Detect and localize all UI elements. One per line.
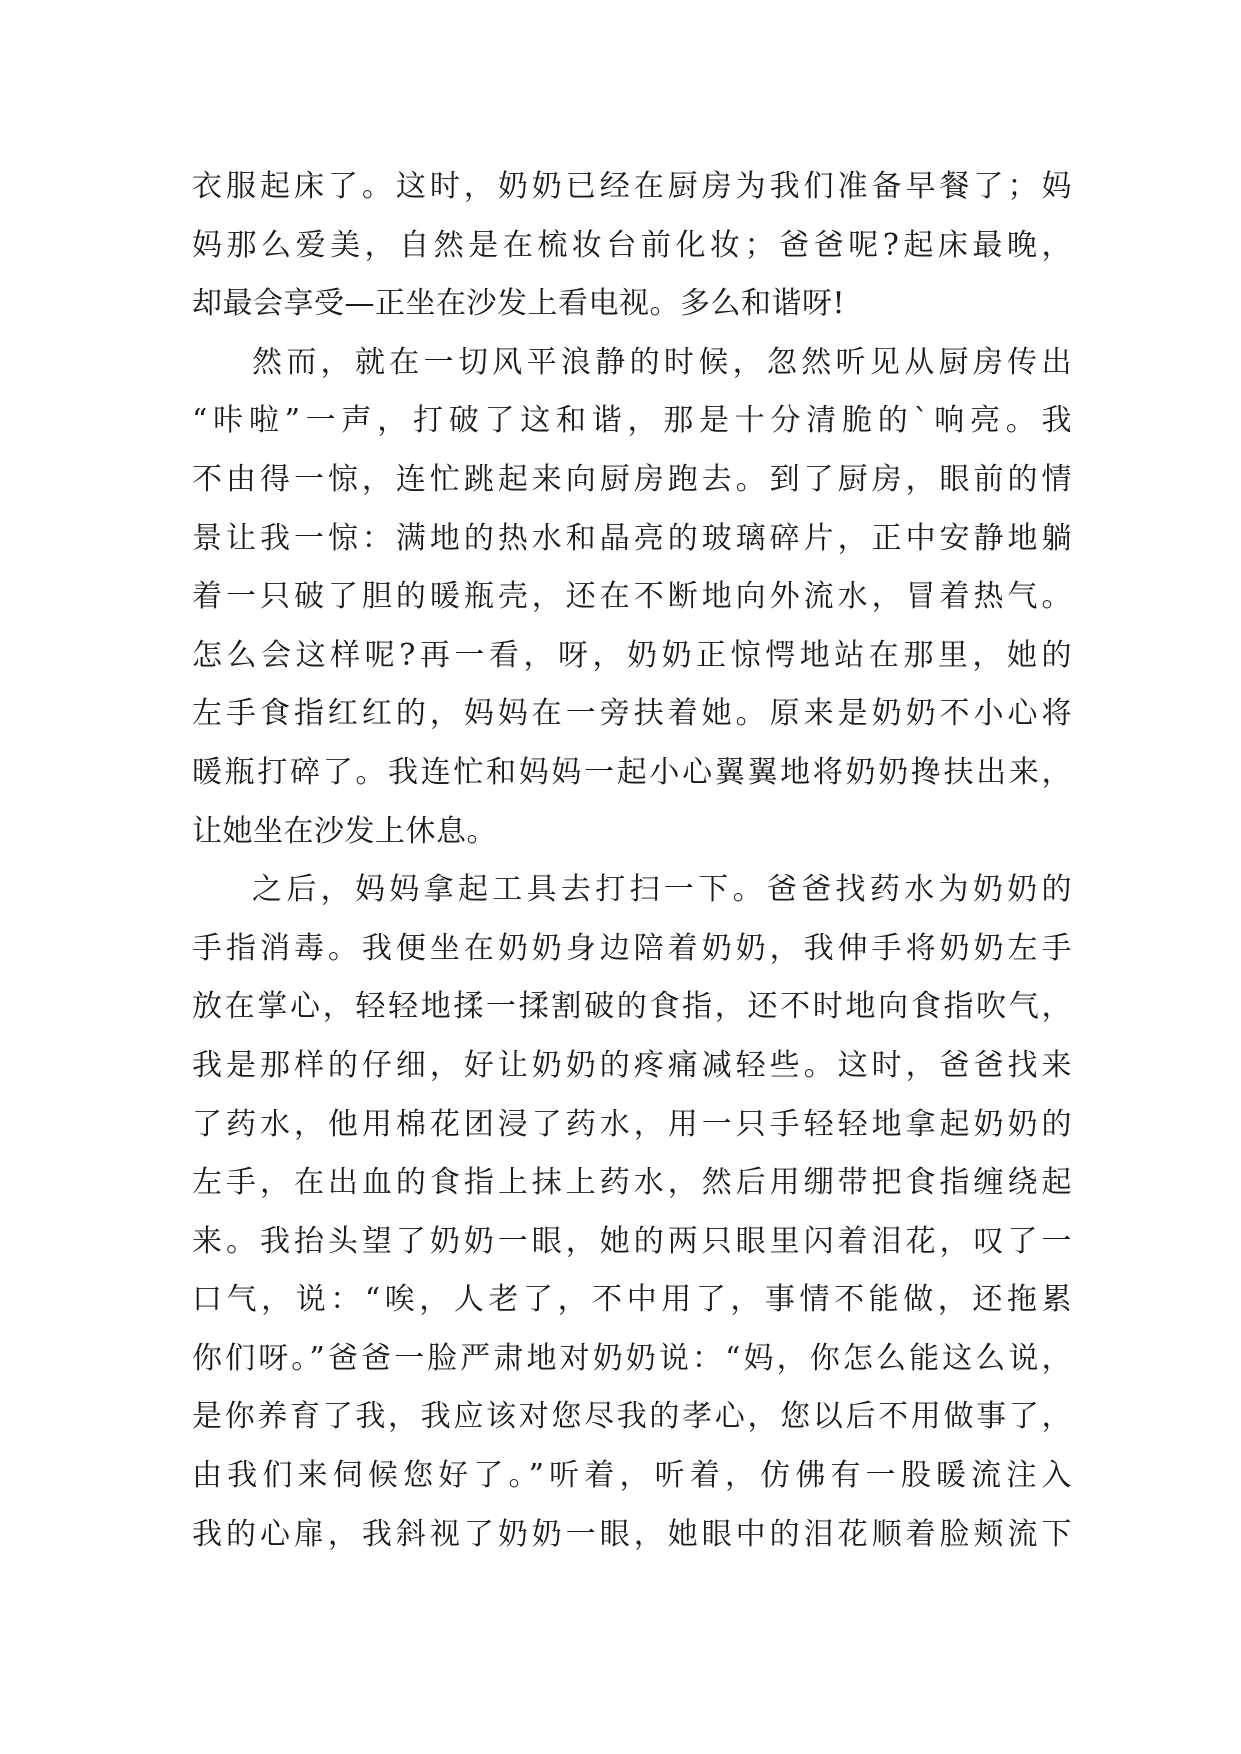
text-line: 来。我抬头望了奶奶一眼，她的两只眼里闪着泪花，叹了一 [192,1223,1072,1259]
text-line: 景让我一惊：满地的热水和晶亮的玻璃碎片，正中安静地躺 [192,520,1072,556]
text-line: 了药水，他用棉花团浸了药水，用一只手轻轻地拿起奶奶的 [192,1106,1072,1142]
text-line: 我的心扉，我斜视了奶奶一眼，她眼中的泪花顺着脸颊流下 [192,1516,1072,1552]
text-line: 由我们来伺候您好了。”听着，听着，仿佛有一股暖流注入 [192,1458,1072,1494]
text-line: 却最会享受—正坐在沙发上看电视。多么和谐呀! [192,286,846,322]
text-line: 口气，说：“唉，人老了，不中用了，事情不能做，还拖累 [192,1282,1072,1318]
text-line: 怎么会这样呢?再一看，呀，奶奶正惊愕地站在那里，她的 [192,637,1072,673]
text-line: 放在掌心，轻轻地揉一揉割破的食指，还不时地向食指吹气， [192,989,1072,1025]
paragraph-first-line: 之后，妈妈拿起工具去打扫一下。爸爸找药水为奶奶的 [252,872,1072,908]
text-line: “咔啦”一声，打破了这和谐，那是十分清脆的`响亮。我 [192,403,1072,439]
text-line: 妈那么爱美，自然是在梳妆台前化妆；爸爸呢?起床最晚， [192,227,1072,263]
text-line: 我是那样的仔细，好让奶奶的疼痛减轻些。这时，爸爸找来 [192,1047,1072,1083]
paragraph-first-line: 然而，就在一切风平浪静的时候，忽然听见从厨房传出 [252,344,1072,380]
text-line: 不由得一惊，连忙跳起来向厨房跑去。到了厨房，眼前的情 [192,461,1072,497]
text-line: 左手食指红红的，妈妈在一旁扶着她。原来是奶奶不小心将 [192,696,1072,732]
essay-body [192,158,1072,1564]
text-line: 让她坐在沙发上休息。 [192,813,497,849]
text-line: 暖瓶打碎了。我连忙和妈妈一起小心翼翼地将奶奶搀扶出来， [192,754,1072,790]
text-line: 左手，在出血的食指上抹上药水，然后用绷带把食指缠绕起 [192,1165,1072,1201]
text-line: 着一只破了胆的暖瓶壳，还在不断地向外流水，冒着热气。 [192,579,1072,615]
text-line: 是你养育了我，我应该对您尽我的孝心，您以后不用做事了， [192,1399,1072,1435]
text-line: 手指消毒。我便坐在奶奶身边陪着奶奶，我伸手将奶奶左手 [192,930,1072,966]
text-line: 衣服起床了。这时，奶奶已经在厨房为我们准备早餐了；妈 [192,169,1072,204]
text-line: 你们呀。”爸爸一脸严肃地对奶奶说：“妈，你怎么能这么说， [192,1340,1072,1376]
